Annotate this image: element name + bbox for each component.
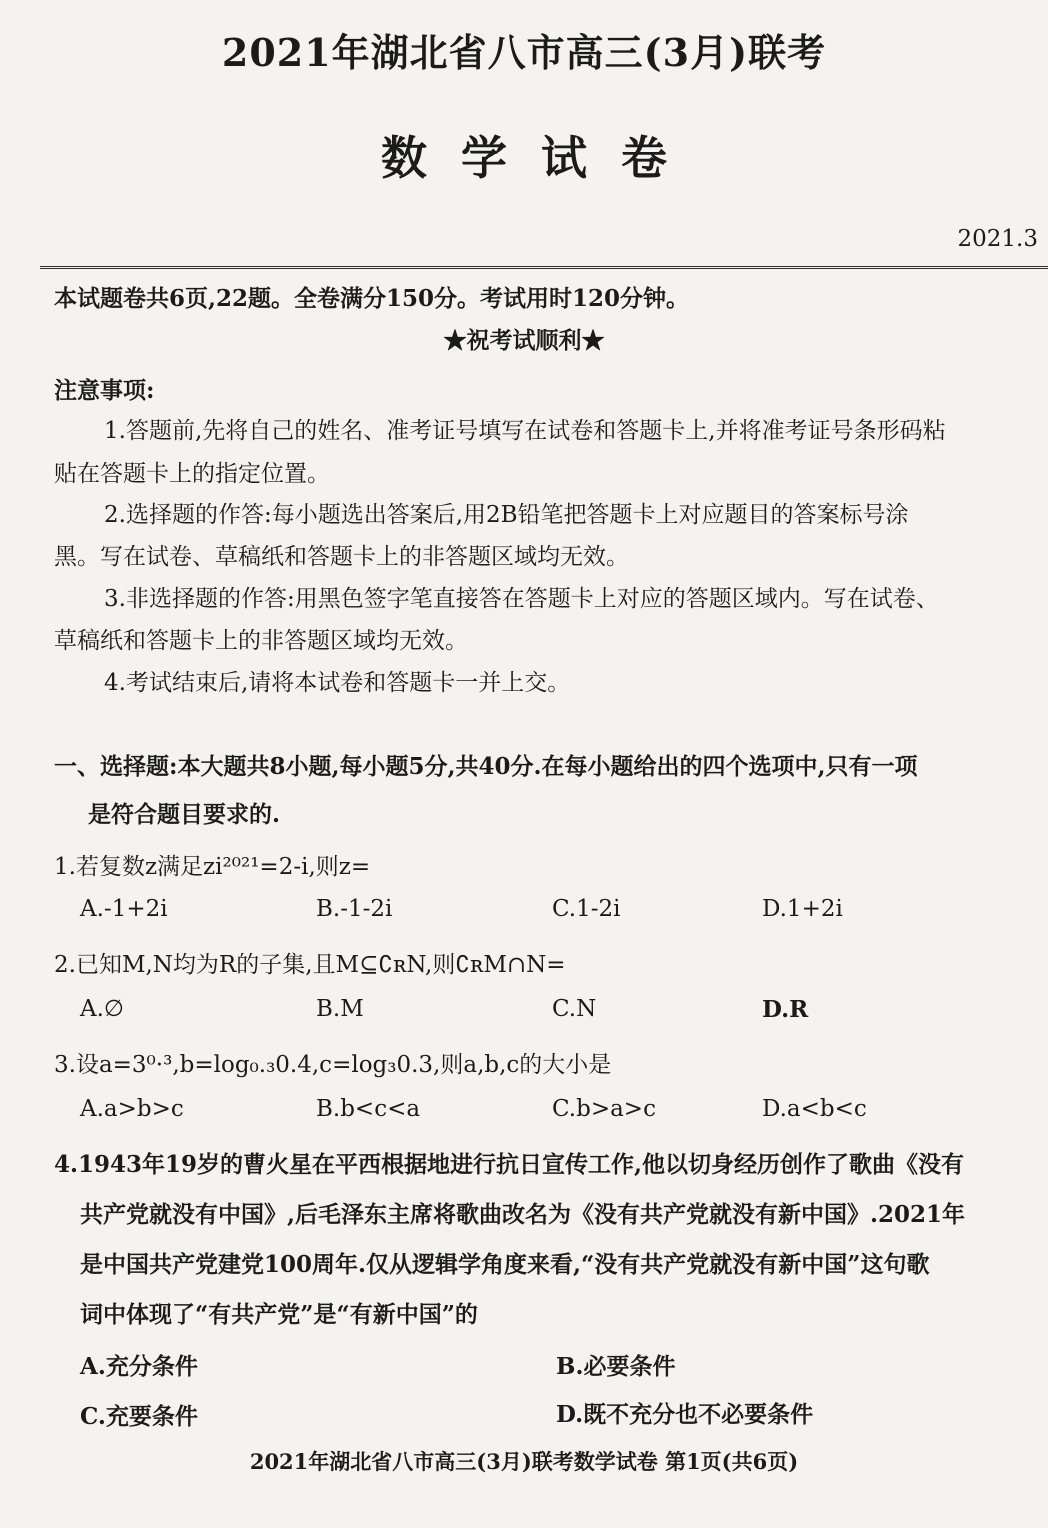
question-1-stem: 1.若复数z满足zi²⁰²¹=2-i,则z= xyxy=(54,854,371,880)
question-4-option-b: B.必要条件 xyxy=(556,1353,676,1380)
notice-item-1-line-1: 1.答题前,先将自己的姓名、准考证号填写在试卷和答题卡上,并将准考证号条形码粘 xyxy=(104,418,946,444)
question-1-option-b: B.-1-2i xyxy=(316,896,393,922)
question-1-option-d: D.1+2i xyxy=(762,896,843,922)
notice-item-2-line-2: 黑。写在试卷、草稿纸和答题卡上的非答题区域均无效。 xyxy=(54,544,629,570)
question-2-option-d: D.R xyxy=(762,996,809,1023)
exam-subject-title: 数学试卷 xyxy=(381,131,701,185)
question-4-option-a: A.充分条件 xyxy=(80,1353,198,1380)
question-4-line-1: 4.1943年19岁的曹火星在平西根据地进行抗日宣传工作,他以切身经历创作了歌曲《没有 xyxy=(54,1151,965,1178)
exam-summary: 本试题卷共6页,22题。全卷满分150分。考试用时120分钟。 xyxy=(54,285,690,312)
question-3-stem: 3.设a=3⁰·³,b=log₀.₃0.4,c=log₃0.3,则a,b,c的大小是 xyxy=(54,1052,612,1078)
question-3-option-c: C.b>a>c xyxy=(552,1096,656,1122)
notice-item-2-line-1: 2.选择题的作答:每小题选出答案后,用2B铅笔把答题卡上对应题目的答案标号涂 xyxy=(104,502,909,528)
exam-date: 2021.3 xyxy=(957,226,1038,252)
question-1-option-a: A.-1+2i xyxy=(80,896,168,922)
notice-item-1-line-2: 贴在答题卡上的指定位置。 xyxy=(54,461,330,487)
section-1-heading-line-2: 是符合题目要求的. xyxy=(88,801,281,828)
notice-heading: 注意事项: xyxy=(54,377,155,404)
notice-item-3-line-2: 草稿纸和答题卡上的非答题区域均无效。 xyxy=(54,628,468,654)
question-3-option-b: B.b<c<a xyxy=(316,1096,421,1122)
question-3-option-a: A.a>b>c xyxy=(80,1096,184,1122)
question-2-option-c: C.N xyxy=(552,996,597,1022)
question-2-option-b: B.M xyxy=(316,996,364,1022)
section-1-heading-line-1: 一、选择题:本大题共8小题,每小题5分,共40分.在每小题给出的四个选项中,只有一项 xyxy=(54,753,918,780)
question-4-option-d: D.既不充分也不必要条件 xyxy=(556,1401,814,1428)
good-luck-banner: ★祝考试顺利★ xyxy=(443,327,605,354)
page-footer: 2021年湖北省八市高三(3月)联考数学试卷 第1页(共6页) xyxy=(249,1449,799,1474)
question-2-stem: 2.已知M,N均为R的子集,且M⊆∁ʀN,则∁ʀM∩N= xyxy=(54,952,566,978)
question-1-option-c: C.1-2i xyxy=(552,896,621,922)
question-3-option-d: D.a<b<c xyxy=(762,1096,867,1122)
question-4-line-3: 是中国共产党建党100周年.仅从逻辑学角度来看,“没有共产党就没有新中国”这句歌 xyxy=(80,1251,930,1278)
exam-title: 2021年湖北省八市高三(3月)联考 xyxy=(221,30,827,75)
question-4-option-c: C.充要条件 xyxy=(80,1403,198,1430)
question-4-line-4: 词中体现了“有共产党”是“有新中国”的 xyxy=(80,1301,478,1328)
question-2-option-a: A.∅ xyxy=(80,996,124,1022)
notice-item-4: 4.考试结束后,请将本试卷和答题卡一并上交。 xyxy=(104,670,571,696)
notice-item-3-line-1: 3.非选择题的作答:用黑色签字笔直接答在答题卡上对应的答题区域内。写在试卷、 xyxy=(104,586,939,612)
question-4-line-2: 共产党就没有中国》,后毛泽东主席将歌曲改名为《没有共产党就没有新中国》.2021年 xyxy=(80,1201,966,1228)
header-divider xyxy=(40,266,1048,269)
